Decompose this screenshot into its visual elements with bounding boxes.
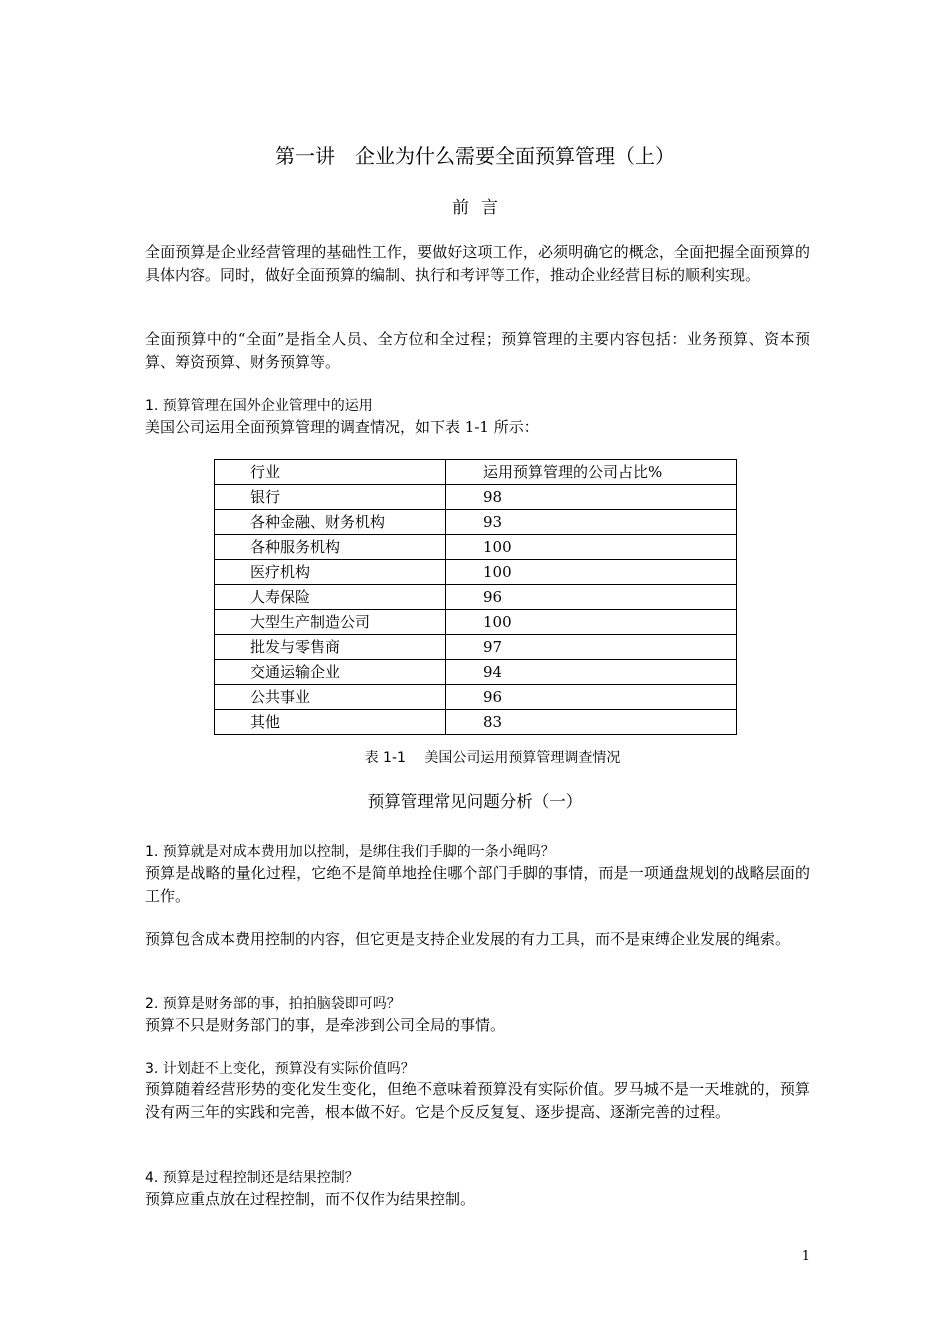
table-cell-percent: 100 bbox=[446, 610, 737, 635]
table-row bbox=[215, 535, 737, 560]
table-cell-percent: 96 bbox=[446, 685, 737, 710]
preface-paragraph-2: 全面预算中的“全面”是指全人员、全方位和全过程；预算管理的主要内容包括：业务预算、资本预算、筹资预算、财务预算等。 bbox=[145, 330, 810, 371]
table-row bbox=[215, 485, 737, 510]
question-1: 1. 预算就是对成本费用加以控制，是绑住我们手脚的一条小绳吗？ bbox=[145, 844, 555, 860]
table-cell-industry: 交通运输企业 bbox=[215, 660, 446, 685]
table-row bbox=[215, 610, 737, 635]
table-cell-industry: 各种服务机构 bbox=[215, 535, 446, 560]
table-row bbox=[215, 585, 737, 610]
question-2: 2. 预算是财务部的事，拍拍脑袋即可吗？ bbox=[145, 996, 401, 1012]
table-cell-percent: 83 bbox=[446, 710, 737, 735]
section-1-heading: 1. 预算管理在国外企业管理中的运用 bbox=[145, 398, 373, 414]
table-row bbox=[215, 660, 737, 685]
answer-3: 预算随着经营形势的变化发生变化，但绝不意味着预算没有实际价值。罗马城不是一天堆就的，预算没有两三年的实践和完善，根本做不好。它是个反反复复、逐步提高、逐渐完善的过程。 bbox=[145, 1080, 810, 1121]
table-cell-percent: 96 bbox=[446, 585, 737, 610]
question-3: 3. 计划赶不上变化，预算没有实际价值吗？ bbox=[145, 1061, 415, 1077]
table-row bbox=[215, 635, 737, 660]
answer-1-paragraph-2: 预算包含成本费用控制的内容，但它更是支持企业发展的有力工具，而不是束缚企业发展的绳索。 bbox=[145, 930, 791, 948]
table-row bbox=[215, 510, 737, 535]
table-cell-percent: 100 bbox=[446, 535, 737, 560]
preface-paragraph-1: 全面预算是企业经营管理的基础性工作，要做好这项工作，必须明确它的概念，全面把握全面预算的具体内容。同时，做好全面预算的编制、执行和考评等工作，推动企业经营目标的顺利实现。 bbox=[145, 243, 810, 284]
section-1-intro: 美国公司运用全面预算管理的调查情况，如下表 1-1 所示： bbox=[145, 418, 539, 436]
table-row bbox=[215, 560, 737, 585]
table-cell-percent: 100 bbox=[446, 560, 737, 585]
table-cell-industry: 公共事业 bbox=[215, 685, 446, 710]
table-cell-industry: 医疗机构 bbox=[215, 560, 446, 585]
preface-heading: 前言 bbox=[452, 198, 510, 218]
answer-4: 预算应重点放在过程控制，而不仅作为结果控制。 bbox=[145, 1190, 476, 1208]
table-caption: 表 1-1 美国公司运用预算管理调查情况 bbox=[364, 750, 621, 766]
table-cell-industry: 人寿保险 bbox=[215, 585, 446, 610]
table-cell-percent: 97 bbox=[446, 635, 737, 660]
table-row bbox=[215, 685, 737, 710]
table-cell-percent: 93 bbox=[446, 510, 737, 535]
answer-2: 预算不只是财务部门的事，是牵涉到公司全局的事情。 bbox=[145, 1016, 506, 1034]
table-header-cell: 行业 bbox=[215, 460, 446, 485]
table-cell-percent: 98 bbox=[446, 485, 737, 510]
answer-1-paragraph-1: 预算是战略的量化过程，它绝不是简单地拴住哪个部门手脚的事情，而是一项通盘规划的战略层面的工作。 bbox=[145, 864, 810, 905]
table-header-cell: 运用预算管理的公司占比% bbox=[446, 460, 737, 485]
table-cell-industry: 各种金融、财务机构 bbox=[215, 510, 446, 535]
page-number: 1 bbox=[801, 1249, 810, 1264]
survey-table bbox=[214, 459, 737, 735]
table-header-row bbox=[215, 460, 737, 485]
table-cell-industry: 银行 bbox=[215, 485, 446, 510]
analysis-heading: 预算管理常见问题分析（一） bbox=[367, 792, 583, 811]
table-cell-industry: 批发与零售商 bbox=[215, 635, 446, 660]
page-title: 第一讲 企业为什么需要全面预算管理（上） bbox=[275, 144, 675, 168]
table-cell-industry: 其他 bbox=[215, 710, 446, 735]
table-cell-percent: 94 bbox=[446, 660, 737, 685]
table-row bbox=[215, 710, 737, 735]
table-cell-industry: 大型生产制造公司 bbox=[215, 610, 446, 635]
question-4: 4. 预算是过程控制还是结果控制？ bbox=[145, 1170, 359, 1186]
